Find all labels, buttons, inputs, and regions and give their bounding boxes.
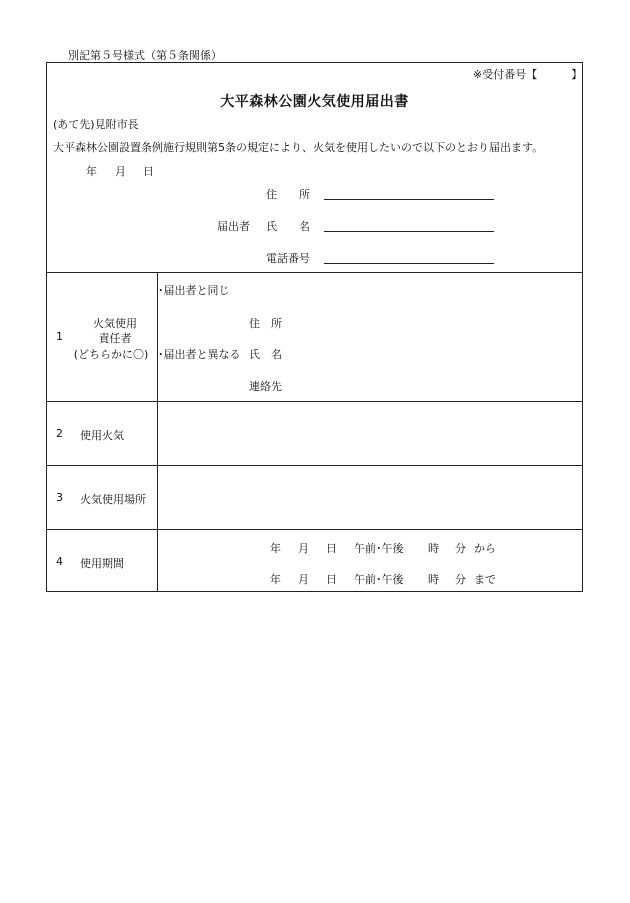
form-reference: 別記第５号様式（第５条関係） xyxy=(68,49,222,62)
applicant-phone-field[interactable] xyxy=(324,263,494,264)
period-from-ampm: 午前･午後 xyxy=(354,542,404,555)
row4-number: 4 xyxy=(56,555,63,568)
period-from-hour: 時 xyxy=(428,542,439,555)
period-to-year: 年 xyxy=(270,573,281,586)
receipt-number-close: 】 xyxy=(571,68,583,81)
divider-row3 xyxy=(46,465,583,466)
applicant-group-label: 届出者 xyxy=(217,220,250,233)
period-to-hour: 時 xyxy=(428,573,439,586)
addressee: (あて先)見附市長 xyxy=(53,118,139,131)
row3-number: 3 xyxy=(56,491,63,504)
fire-type-field[interactable] xyxy=(160,404,580,462)
option-same-as-applicant[interactable]: ･届出者と同じ xyxy=(158,284,230,297)
row3-label: 火気使用場所 xyxy=(80,493,146,506)
date-month-label: 月 xyxy=(115,165,126,178)
applicant-address-label: 住 所 xyxy=(266,188,310,201)
responsible-contact-label: 連絡先 xyxy=(249,380,282,393)
option-different-from-applicant[interactable]: ･届出者と異なる xyxy=(158,348,241,361)
row2-number: 2 xyxy=(56,427,63,440)
period-to-minute: 分 xyxy=(455,573,466,586)
row4-label: 使用期間 xyxy=(80,557,124,570)
form-title: 大平森林公園火気使用届出書 xyxy=(220,94,409,110)
applicant-phone-label: 電話番号 xyxy=(266,252,310,265)
row2-label: 使用火気 xyxy=(80,429,124,442)
period-from-year: 年 xyxy=(270,542,281,555)
period-from-minute: 分 xyxy=(455,542,466,555)
responsible-name-label: 氏 名 xyxy=(249,348,282,361)
fire-location-field[interactable] xyxy=(160,468,580,526)
period-to-month: 月 xyxy=(298,573,309,586)
period-to-ampm: 午前･午後 xyxy=(354,573,404,586)
receipt-number-label: ※受付番号【 xyxy=(473,68,538,81)
divider-row1 xyxy=(46,272,583,273)
applicant-address-field[interactable] xyxy=(324,199,494,200)
period-from-month: 月 xyxy=(298,542,309,555)
applicant-name-label: 氏 名 xyxy=(266,220,310,233)
declaration-text: 大平森林公園設置条例施行規則第5条の規定により、火気を使用したいので以下のとおり届出ます。 xyxy=(53,141,544,154)
divider-row2 xyxy=(46,401,583,402)
period-from-suffix: から xyxy=(474,542,496,555)
date-day-label: 日 xyxy=(143,165,154,178)
responsible-address-label: 住 所 xyxy=(249,317,282,330)
row1-number: 1 xyxy=(56,330,63,343)
receipt-number xyxy=(473,66,582,82)
row1-label-line1: 火気使用 xyxy=(93,317,137,330)
divider-row4 xyxy=(46,529,583,530)
period-to-day: 日 xyxy=(326,573,337,586)
row1-label-line3: (どちらかに〇) xyxy=(73,348,149,361)
applicant-name-field[interactable] xyxy=(324,231,494,232)
period-to-suffix: まで xyxy=(474,573,496,586)
date-year-label: 年 xyxy=(86,165,97,178)
period-from-day: 日 xyxy=(326,542,337,555)
row1-label-line2: 責任者 xyxy=(98,332,132,345)
